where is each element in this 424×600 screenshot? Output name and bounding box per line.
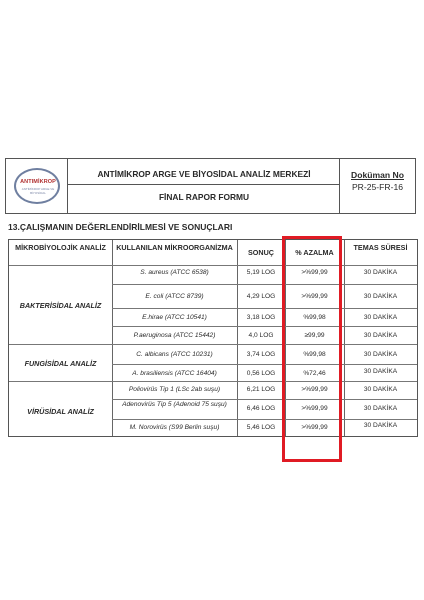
row-divider bbox=[112, 399, 417, 400]
time-cell: 30 DAKİKA bbox=[363, 269, 398, 276]
category-virucidal: VİRÜSİDAL ANALİZ bbox=[27, 407, 94, 416]
result-cell: 6,21 LOG bbox=[246, 386, 276, 393]
time-cell: 30 DAKİKA bbox=[363, 351, 398, 358]
time-cell: 30 DAKİKA bbox=[363, 368, 398, 375]
time-cell: 30 DAKİKA bbox=[363, 386, 398, 393]
reduction-cell: >%99,99 bbox=[301, 269, 328, 276]
header-reduction: % AZALMA bbox=[295, 248, 334, 257]
result-cell: 4,29 LOG bbox=[246, 293, 276, 300]
row-divider bbox=[9, 265, 417, 266]
organism-cell: M. Norovirüs (S99 Berlin suşu) bbox=[129, 424, 220, 431]
time-cell: 30 DAKİKA bbox=[363, 332, 398, 339]
reduction-cell: >%99,99 bbox=[301, 293, 328, 300]
reduction-cell: ≥99,99 bbox=[304, 332, 325, 339]
highlight-box bbox=[282, 236, 342, 462]
form-name: FİNAL RAPOR FORMU bbox=[158, 192, 250, 202]
time-cell: 30 DAKİKA bbox=[363, 422, 398, 429]
org-name: ANTİMİKROP ARGE VE BİYOSİDAL ANALİZ MERKEZİ bbox=[97, 169, 311, 179]
result-cell: 5,19 LOG bbox=[246, 269, 276, 276]
section-title: 13.ÇALIŞMANIN DEĞERLENDİRİLMESİ VE SONUÇLARI bbox=[8, 222, 233, 232]
category-bactericidal: BAKTERİSİDAL ANALİZ bbox=[19, 301, 102, 310]
report-header bbox=[5, 158, 416, 214]
header-analysis: MİKROBİYOLOJİK ANALİZ bbox=[15, 243, 106, 252]
row-divider bbox=[9, 381, 417, 382]
row-divider bbox=[9, 344, 417, 345]
organism-cell: Adenovirüs Tip 5 (Adenoid 75 suşu) bbox=[122, 401, 227, 408]
organism-cell: P.aeruginosa (ATCC 15442) bbox=[133, 332, 216, 339]
reduction-cell: %99,98 bbox=[303, 314, 326, 321]
logo-text: ANTIMİKROP bbox=[20, 179, 56, 185]
time-cell: 30 DAKİKA bbox=[363, 314, 398, 321]
reduction-cell: %72,46 bbox=[303, 370, 326, 377]
reduction-cell: >%99,99 bbox=[301, 386, 328, 393]
result-cell: 3,18 LOG bbox=[246, 314, 276, 321]
row-divider bbox=[112, 419, 417, 420]
header-result: SONUÇ bbox=[248, 248, 274, 257]
row-divider bbox=[112, 364, 417, 365]
time-cell: 30 DAKİKA bbox=[363, 293, 398, 300]
category-fungicidal: FUNGİSİDAL ANALİZ bbox=[24, 359, 97, 368]
organism-cell: E.hirae (ATCC 10541) bbox=[142, 314, 207, 321]
reduction-cell: >%99,99 bbox=[301, 405, 328, 412]
doc-label: Doküman No bbox=[351, 170, 404, 180]
result-cell: 3,74 LOG bbox=[246, 351, 276, 358]
time-cell: 30 DAKİKA bbox=[363, 405, 398, 412]
reduction-cell: %99,98 bbox=[303, 351, 326, 358]
header-organism: KULLANILAN MİKROORGANİZMA bbox=[116, 243, 233, 252]
organism-cell: C. albicans (ATCC 10231) bbox=[136, 351, 213, 358]
row-divider bbox=[112, 326, 417, 327]
result-cell: 4,0 LOG bbox=[248, 332, 274, 339]
result-cell: 5,46 LOG bbox=[246, 424, 276, 431]
header-divider bbox=[68, 184, 340, 185]
doc-number: PR-25-FR-16 bbox=[351, 182, 404, 192]
header-time: TEMAS SÜRESİ bbox=[353, 243, 408, 252]
organism-cell: E. coli (ATCC 8739) bbox=[145, 293, 204, 300]
logo-box bbox=[6, 159, 68, 213]
row-divider bbox=[112, 308, 417, 309]
result-cell: 6,46 LOG bbox=[246, 405, 276, 412]
organism-cell: Poliovirüs Tip 1 (LSc 2ab suşu) bbox=[128, 386, 221, 393]
logo-ring-icon bbox=[14, 168, 60, 204]
reduction-cell: >%99,99 bbox=[301, 424, 328, 431]
organism-cell: S. aureus (ATCC 6538) bbox=[140, 269, 209, 276]
doc-info bbox=[340, 159, 415, 213]
row-divider bbox=[112, 284, 417, 285]
organism-cell: A. brasiliensis (ATCC 16404) bbox=[132, 370, 217, 377]
results-table bbox=[8, 239, 418, 437]
header-center bbox=[68, 159, 340, 213]
result-cell: 0,56 LOG bbox=[246, 370, 276, 377]
logo-subtext: ANTİMİKROP ARGE VE BİYOSİDAL bbox=[21, 187, 55, 195]
